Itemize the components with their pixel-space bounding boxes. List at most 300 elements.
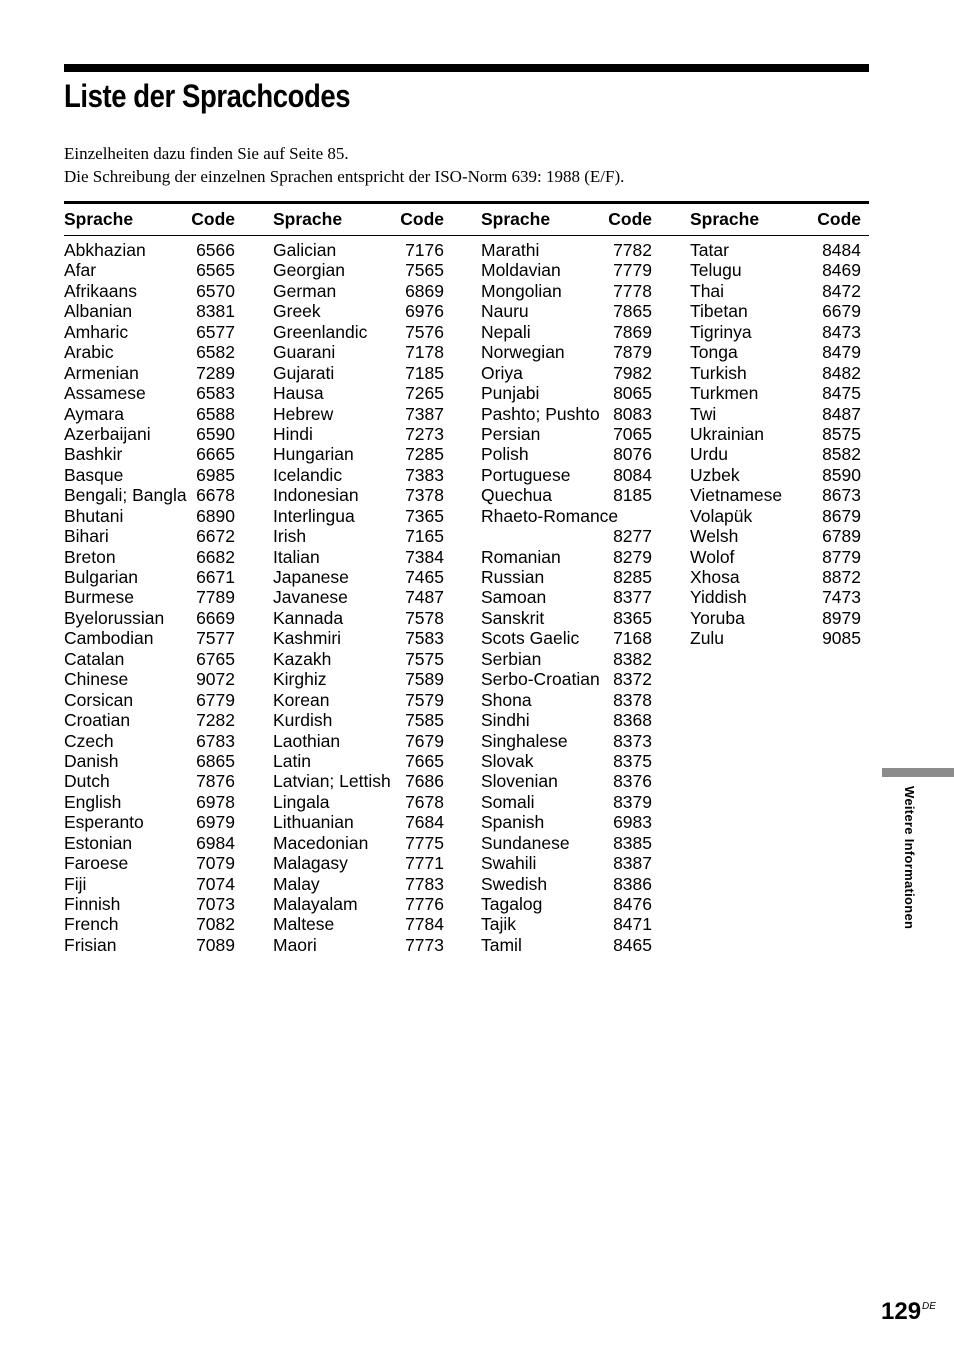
language-code: 6570 bbox=[196, 280, 235, 301]
table-row bbox=[273, 914, 444, 934]
table-row bbox=[273, 833, 444, 853]
language-code: 7273 bbox=[405, 423, 444, 444]
language-code: 8582 bbox=[822, 444, 861, 465]
table-row bbox=[481, 240, 652, 260]
table-row bbox=[273, 894, 444, 914]
language-name: Tatar bbox=[690, 240, 729, 260]
language-name: Frisian bbox=[64, 934, 117, 955]
language-code: 8285 bbox=[613, 567, 652, 588]
language-code: 7065 bbox=[613, 423, 652, 444]
language-code: 8065 bbox=[613, 383, 652, 404]
language-code: 7783 bbox=[405, 873, 444, 894]
table-row bbox=[273, 792, 444, 812]
header-code: Code bbox=[608, 209, 652, 229]
language-code: 7285 bbox=[405, 444, 444, 465]
table-row bbox=[690, 587, 861, 607]
language-name: Hindi bbox=[273, 423, 313, 444]
table-row bbox=[273, 444, 444, 464]
language-name: Hebrew bbox=[273, 403, 334, 424]
table-row bbox=[273, 771, 444, 791]
language-code: 7074 bbox=[196, 873, 235, 894]
language-code: 7165 bbox=[405, 526, 444, 547]
table-row bbox=[64, 649, 235, 669]
table-row bbox=[481, 342, 652, 362]
table-row bbox=[64, 771, 235, 791]
language-code: 8471 bbox=[613, 914, 652, 935]
table-row bbox=[273, 465, 444, 485]
language-name: Japanese bbox=[273, 567, 349, 587]
table-row bbox=[690, 301, 861, 321]
language-code: 7779 bbox=[613, 260, 652, 281]
language-code: 8779 bbox=[822, 546, 861, 567]
table-row bbox=[64, 526, 235, 546]
language-code: 7082 bbox=[196, 914, 235, 935]
language-name: Kirghiz bbox=[273, 669, 327, 690]
table-row bbox=[481, 363, 652, 383]
language-code: 7578 bbox=[405, 607, 444, 628]
language-name: Moldavian bbox=[481, 260, 561, 281]
language-code: 7773 bbox=[405, 934, 444, 955]
table-row bbox=[64, 424, 235, 444]
table-row bbox=[64, 485, 235, 505]
language-name: Mongolian bbox=[481, 280, 562, 301]
language-name: Basque bbox=[64, 464, 124, 485]
language-name: Arabic bbox=[64, 342, 114, 363]
language-name: English bbox=[64, 791, 122, 812]
language-name: Macedonian bbox=[273, 832, 369, 853]
language-column-1 bbox=[64, 240, 235, 955]
language-code: 6983 bbox=[613, 812, 652, 833]
language-code: 8076 bbox=[613, 444, 652, 465]
language-name: Yoruba bbox=[690, 607, 745, 628]
language-code: 7879 bbox=[613, 342, 652, 363]
language-name: Bulgarian bbox=[64, 567, 138, 587]
table-row bbox=[64, 301, 235, 321]
language-code: 6783 bbox=[196, 730, 235, 751]
language-code: 6679 bbox=[822, 301, 861, 322]
table-row bbox=[273, 342, 444, 362]
language-name: Sanskrit bbox=[481, 607, 545, 628]
table-row bbox=[273, 649, 444, 669]
table-row bbox=[273, 485, 444, 505]
language-code: 7383 bbox=[405, 464, 444, 485]
table-row bbox=[273, 710, 444, 730]
language-code: 7265 bbox=[405, 383, 444, 404]
table-row bbox=[273, 404, 444, 424]
table-row bbox=[481, 771, 652, 791]
language-name: Assamese bbox=[64, 383, 146, 404]
side-tab-bar bbox=[882, 768, 954, 777]
table-row bbox=[64, 567, 235, 587]
language-name: Croatian bbox=[64, 710, 131, 731]
page-number bbox=[881, 1298, 936, 1326]
table-row bbox=[690, 567, 861, 587]
language-code: 7678 bbox=[405, 791, 444, 812]
language-name: Korean bbox=[273, 689, 330, 710]
language-code: 7079 bbox=[196, 853, 235, 874]
language-name: Guarani bbox=[273, 342, 336, 363]
table-row bbox=[64, 690, 235, 710]
language-name: Wolof bbox=[690, 546, 735, 567]
table-row bbox=[690, 444, 861, 464]
language-code: 7575 bbox=[405, 648, 444, 669]
table-row bbox=[273, 301, 444, 321]
language-code: 8382 bbox=[613, 648, 652, 669]
language-code: 8379 bbox=[613, 791, 652, 812]
language-code: 6665 bbox=[196, 444, 235, 465]
table-row bbox=[481, 383, 652, 403]
language-code: 9085 bbox=[822, 628, 861, 649]
language-code: 6678 bbox=[196, 485, 235, 506]
language-column-2 bbox=[273, 240, 444, 955]
language-name: Shona bbox=[481, 689, 532, 710]
language-code: 8872 bbox=[822, 567, 861, 587]
table-row bbox=[273, 526, 444, 546]
header-language: Sprache bbox=[64, 209, 134, 229]
language-code: 7365 bbox=[405, 505, 444, 526]
table-row bbox=[481, 608, 652, 628]
language-code: 8377 bbox=[613, 587, 652, 608]
language-name: Uzbek bbox=[690, 464, 740, 485]
language-code: 6682 bbox=[196, 546, 235, 567]
language-name: Albanian bbox=[64, 301, 133, 322]
table-row bbox=[481, 751, 652, 771]
language-code: 7289 bbox=[196, 362, 235, 383]
table-row bbox=[64, 935, 235, 955]
language-code: 6985 bbox=[196, 464, 235, 485]
table-row bbox=[273, 628, 444, 648]
language-name: French bbox=[64, 914, 119, 935]
table-row bbox=[273, 240, 444, 260]
language-name: Amharic bbox=[64, 321, 129, 342]
language-code: 6590 bbox=[196, 423, 235, 444]
language-name: Urdu bbox=[690, 444, 728, 465]
table-row bbox=[481, 444, 652, 464]
table-row bbox=[481, 628, 652, 648]
language-name: Slovak bbox=[481, 750, 534, 771]
language-name: Bihari bbox=[64, 526, 109, 547]
table-row bbox=[273, 281, 444, 301]
table-row bbox=[273, 669, 444, 689]
language-name: Scots Gaelic bbox=[481, 628, 580, 649]
language-code: 8368 bbox=[613, 710, 652, 731]
language-name: Tigrinya bbox=[690, 321, 752, 342]
language-code: 8387 bbox=[613, 853, 652, 874]
table-row bbox=[273, 731, 444, 751]
table-row bbox=[481, 731, 652, 751]
language-code: 7089 bbox=[196, 934, 235, 955]
table-row bbox=[481, 322, 652, 342]
language-name: Azerbaijani bbox=[64, 423, 151, 444]
language-name: Burmese bbox=[64, 587, 135, 608]
table-row bbox=[481, 812, 652, 832]
language-name: Bashkir bbox=[64, 444, 123, 465]
table-row bbox=[481, 649, 652, 669]
table-row bbox=[690, 547, 861, 567]
table-row bbox=[273, 567, 444, 587]
language-code: 7487 bbox=[405, 587, 444, 608]
table-row bbox=[273, 935, 444, 955]
language-name: Nauru bbox=[481, 301, 529, 322]
table-row bbox=[273, 506, 444, 526]
column-header-4 bbox=[690, 208, 861, 230]
table-row bbox=[64, 547, 235, 567]
language-code: 8083 bbox=[613, 403, 652, 424]
table-row bbox=[690, 383, 861, 403]
language-name: Zulu bbox=[690, 628, 725, 649]
language-code: 8484 bbox=[822, 240, 861, 260]
header-language: Sprache bbox=[690, 209, 760, 229]
language-code: 7168 bbox=[613, 628, 652, 649]
table-row bbox=[481, 792, 652, 812]
language-code: 6984 bbox=[196, 832, 235, 853]
language-name: Punjabi bbox=[481, 383, 540, 404]
language-name: Irish bbox=[273, 526, 307, 547]
table-row bbox=[481, 485, 652, 505]
table-row bbox=[273, 608, 444, 628]
language-name: Russian bbox=[481, 567, 545, 588]
language-name: Cambodian bbox=[64, 628, 154, 649]
language-name: Tajik bbox=[481, 914, 517, 935]
language-name: Gujarati bbox=[273, 362, 335, 383]
table-row bbox=[481, 669, 652, 689]
language-column-3 bbox=[481, 240, 652, 955]
language-code: 8378 bbox=[613, 689, 652, 710]
table-row bbox=[481, 301, 652, 321]
language-name: Rhaeto-Romance bbox=[481, 505, 619, 526]
language-code: 8673 bbox=[822, 485, 861, 506]
table-row bbox=[481, 874, 652, 894]
table-row bbox=[481, 567, 652, 587]
language-code: 7771 bbox=[405, 853, 444, 874]
language-code: 7176 bbox=[405, 240, 444, 260]
language-code: 7665 bbox=[405, 750, 444, 771]
table-row bbox=[690, 240, 861, 260]
language-name: Laothian bbox=[273, 730, 341, 751]
page-number-suffix: DE bbox=[922, 1301, 936, 1312]
language-name: Malay bbox=[273, 873, 320, 894]
language-code: 7579 bbox=[405, 689, 444, 710]
language-name: Tagalog bbox=[481, 894, 543, 915]
language-name: Swahili bbox=[481, 853, 537, 874]
title-rule bbox=[64, 64, 869, 72]
language-name: Estonian bbox=[64, 832, 133, 853]
language-name: Icelandic bbox=[273, 464, 343, 485]
table-row bbox=[690, 322, 861, 342]
language-code: 7782 bbox=[613, 240, 652, 260]
table-row bbox=[690, 506, 861, 526]
language-name: Greek bbox=[273, 301, 321, 322]
language-code: 8381 bbox=[196, 301, 235, 322]
language-code: 7282 bbox=[196, 710, 235, 731]
language-name: Breton bbox=[64, 546, 116, 567]
table-row bbox=[64, 281, 235, 301]
table-row bbox=[690, 465, 861, 485]
table-row bbox=[64, 710, 235, 730]
language-name: Aymara bbox=[64, 403, 124, 424]
table-row bbox=[481, 281, 652, 301]
language-code: 7784 bbox=[405, 914, 444, 935]
table-row bbox=[64, 383, 235, 403]
language-code: 7583 bbox=[405, 628, 444, 649]
language-name: Quechua bbox=[481, 485, 553, 506]
language-code: 6765 bbox=[196, 648, 235, 669]
table-row bbox=[273, 322, 444, 342]
table-row bbox=[481, 935, 652, 955]
language-name: Yiddish bbox=[690, 587, 747, 608]
language-code: 7684 bbox=[405, 812, 444, 833]
intro-text bbox=[64, 142, 869, 188]
language-name: Maori bbox=[273, 934, 317, 955]
language-code: 6582 bbox=[196, 342, 235, 363]
language-name: Sundanese bbox=[481, 832, 570, 853]
language-code: 6669 bbox=[196, 607, 235, 628]
language-name: Turkish bbox=[690, 362, 747, 383]
language-code: 9072 bbox=[196, 669, 235, 690]
language-name: Chinese bbox=[64, 669, 129, 690]
language-name: Czech bbox=[64, 730, 114, 751]
language-code: 7686 bbox=[405, 771, 444, 792]
table-row bbox=[481, 506, 652, 547]
language-code: 8979 bbox=[822, 607, 861, 628]
table-row bbox=[64, 812, 235, 832]
language-name: Swedish bbox=[481, 873, 548, 894]
table-row bbox=[273, 424, 444, 444]
column-header-1 bbox=[64, 208, 235, 230]
table-row bbox=[690, 404, 861, 424]
table-top-rule bbox=[64, 201, 869, 204]
language-code: 8084 bbox=[613, 464, 652, 485]
language-code: 6976 bbox=[405, 301, 444, 322]
language-code: 7378 bbox=[405, 485, 444, 506]
language-name: Georgian bbox=[273, 260, 345, 281]
language-code: 6577 bbox=[196, 321, 235, 342]
language-code: 8372 bbox=[613, 669, 652, 690]
table-row bbox=[273, 383, 444, 403]
language-name: Norwegian bbox=[481, 342, 565, 363]
language-code: 8386 bbox=[613, 873, 652, 894]
table-row bbox=[273, 260, 444, 280]
table-row bbox=[481, 710, 652, 730]
language-name: Latvian; Lettish bbox=[273, 771, 391, 792]
language-code: 8479 bbox=[822, 342, 861, 363]
language-name: Kashmiri bbox=[273, 628, 342, 649]
language-column-4 bbox=[690, 240, 861, 649]
table-row bbox=[481, 833, 652, 853]
language-code: 7178 bbox=[405, 342, 444, 363]
language-code: 8365 bbox=[613, 607, 652, 628]
language-code: 7384 bbox=[405, 546, 444, 567]
table-row bbox=[481, 260, 652, 280]
language-name: Byelorussian bbox=[64, 607, 165, 628]
language-code: 8590 bbox=[822, 464, 861, 485]
language-name: Thai bbox=[690, 280, 725, 301]
language-code: 8376 bbox=[613, 771, 652, 792]
table-row bbox=[690, 260, 861, 280]
language-code: 8385 bbox=[613, 832, 652, 853]
language-code: 7473 bbox=[822, 587, 861, 608]
language-name: Slovenian bbox=[481, 771, 558, 792]
table-row bbox=[273, 853, 444, 873]
language-code: 8475 bbox=[822, 383, 861, 404]
language-code: 7576 bbox=[405, 321, 444, 342]
language-code: 7869 bbox=[613, 321, 652, 342]
language-name: Tamil bbox=[481, 934, 522, 955]
table-row bbox=[64, 914, 235, 934]
language-name: Kurdish bbox=[273, 710, 333, 731]
language-code: 6583 bbox=[196, 383, 235, 404]
language-name: Malagasy bbox=[273, 853, 348, 874]
table-row bbox=[64, 792, 235, 812]
language-name: Greenlandic bbox=[273, 321, 368, 342]
language-code: 7387 bbox=[405, 403, 444, 424]
table-row bbox=[273, 547, 444, 567]
language-code: 7982 bbox=[613, 362, 652, 383]
language-code: 7865 bbox=[613, 301, 652, 322]
table-row bbox=[690, 363, 861, 383]
language-code: 8375 bbox=[613, 750, 652, 771]
table-row bbox=[64, 628, 235, 648]
table-row bbox=[690, 485, 861, 505]
table-row bbox=[64, 260, 235, 280]
language-code: 8469 bbox=[822, 260, 861, 281]
language-code: 8482 bbox=[822, 362, 861, 383]
table-row bbox=[481, 853, 652, 873]
language-name: Interlingua bbox=[273, 505, 355, 526]
language-name: Javanese bbox=[273, 587, 348, 608]
language-code: 7776 bbox=[405, 894, 444, 914]
table-row bbox=[481, 404, 652, 424]
table-row bbox=[690, 526, 861, 546]
language-code: 7778 bbox=[613, 280, 652, 301]
table-row bbox=[273, 874, 444, 894]
language-code: 7876 bbox=[196, 771, 235, 792]
language-code: 6978 bbox=[196, 791, 235, 812]
table-row bbox=[273, 751, 444, 771]
table-row bbox=[64, 322, 235, 342]
language-code: 6566 bbox=[196, 240, 235, 260]
language-code: 8473 bbox=[822, 321, 861, 342]
language-name: Polish bbox=[481, 444, 529, 465]
language-name: Oriya bbox=[481, 362, 523, 383]
language-name: Bengali; Bangla bbox=[64, 485, 187, 506]
language-code: 6865 bbox=[196, 750, 235, 771]
table-row bbox=[64, 465, 235, 485]
language-name: Kazakh bbox=[273, 648, 332, 669]
language-name: Volapük bbox=[690, 505, 753, 526]
page-title: Liste der Sprachcodes bbox=[64, 78, 351, 114]
language-code: 7565 bbox=[405, 260, 444, 281]
language-name: Galician bbox=[273, 240, 337, 260]
language-name: Dutch bbox=[64, 771, 110, 792]
table-row bbox=[64, 853, 235, 873]
language-name: Portuguese bbox=[481, 464, 571, 485]
table-row bbox=[64, 404, 235, 424]
table-row bbox=[481, 547, 652, 567]
language-code: 7073 bbox=[196, 894, 235, 914]
table-row bbox=[64, 731, 235, 751]
language-name: Serbian bbox=[481, 648, 542, 669]
language-name: Telugu bbox=[690, 260, 742, 281]
language-name: Xhosa bbox=[690, 567, 740, 587]
language-code: 8472 bbox=[822, 280, 861, 301]
table-row bbox=[64, 587, 235, 607]
language-name: Spanish bbox=[481, 812, 545, 833]
table-row bbox=[64, 608, 235, 628]
language-code: 8279 bbox=[613, 546, 652, 567]
language-code: 8575 bbox=[822, 423, 861, 444]
language-code: 8679 bbox=[822, 505, 861, 526]
